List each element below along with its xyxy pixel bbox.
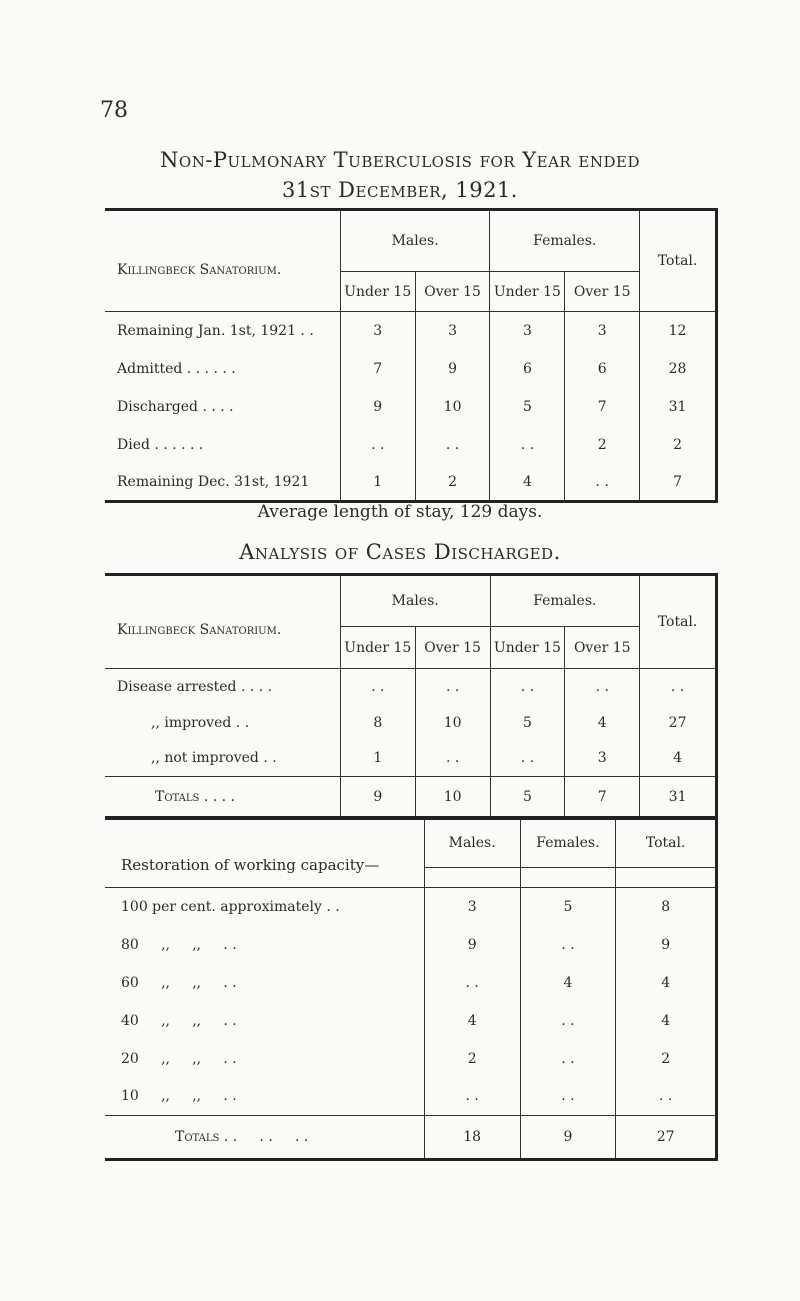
page-number: 78 bbox=[100, 98, 128, 123]
table-row bbox=[105, 964, 717, 1002]
cell: 10 bbox=[415, 705, 490, 741]
cell: 3 bbox=[565, 312, 640, 350]
cell: 2 bbox=[640, 426, 717, 464]
females-header: Females. bbox=[490, 210, 640, 272]
row-label: Remaining Jan. 1st, 1921 . . bbox=[117, 322, 314, 339]
cell: 3 bbox=[424, 888, 520, 926]
cell: 9 bbox=[616, 926, 717, 964]
section-title: Analysis of Cases Discharged. bbox=[239, 540, 561, 564]
table-row bbox=[105, 464, 717, 502]
cell: 4 bbox=[520, 964, 616, 1002]
cell: . . bbox=[616, 1078, 717, 1116]
totals-row bbox=[105, 777, 717, 819]
table-row bbox=[105, 669, 717, 705]
cell: 5 bbox=[490, 777, 565, 819]
cell: . . bbox=[415, 426, 490, 464]
sub-header: Under 15 bbox=[340, 272, 415, 312]
sub-header: Over 15 bbox=[565, 627, 640, 669]
totals-label: Totals . . . . bbox=[105, 777, 340, 819]
row-label: Discharged . . . . bbox=[117, 398, 234, 415]
cell: 31 bbox=[640, 777, 717, 819]
cell: 2 bbox=[616, 1040, 717, 1078]
cell: 3 bbox=[415, 312, 490, 350]
table-row bbox=[105, 705, 717, 741]
cell: 27 bbox=[616, 1116, 717, 1160]
cell: . . bbox=[415, 669, 490, 705]
cell: 7 bbox=[640, 464, 717, 502]
cell: 7 bbox=[340, 350, 415, 388]
sub-header: Over 15 bbox=[565, 272, 640, 312]
cell: . . bbox=[520, 1002, 616, 1040]
restoration-table bbox=[105, 816, 718, 1161]
totals-row bbox=[105, 1116, 717, 1160]
row-label: Admitted . . . . . . bbox=[117, 360, 236, 377]
males-header: Males. bbox=[340, 575, 490, 627]
cell: . . bbox=[640, 669, 717, 705]
row-label: 40 ,, ,, . . bbox=[121, 1012, 237, 1029]
totals-label: Totals . . . . . . bbox=[105, 1116, 424, 1160]
total-header: Total. bbox=[616, 818, 717, 868]
cell: 9 bbox=[424, 926, 520, 964]
cell: . . bbox=[490, 669, 565, 705]
cell: 18 bbox=[424, 1116, 520, 1160]
cell: 27 bbox=[640, 705, 717, 741]
cell: . . bbox=[520, 1078, 616, 1116]
cell: 10 bbox=[415, 388, 490, 426]
cell: 3 bbox=[490, 312, 565, 350]
males-header: Males. bbox=[340, 210, 490, 272]
table-row bbox=[105, 350, 717, 388]
sub-header: Under 15 bbox=[340, 627, 415, 669]
table-row bbox=[105, 926, 717, 964]
table-row bbox=[105, 312, 717, 350]
cell: . . bbox=[520, 926, 616, 964]
table-row bbox=[105, 388, 717, 426]
females-header: Females. bbox=[490, 575, 640, 627]
table-row bbox=[105, 741, 717, 777]
cell: 4 bbox=[565, 705, 640, 741]
cell: 4 bbox=[616, 1002, 717, 1040]
cell: 2 bbox=[415, 464, 490, 502]
cell: 28 bbox=[640, 350, 717, 388]
table-row bbox=[105, 1002, 717, 1040]
page-title: Non-Pulmonary Tuberculosis for Year ended bbox=[160, 148, 640, 172]
cell: 4 bbox=[490, 464, 565, 502]
table-row bbox=[105, 426, 717, 464]
cell: . . bbox=[424, 964, 520, 1002]
cell: . . bbox=[424, 1078, 520, 1116]
sub-header: Under 15 bbox=[490, 272, 565, 312]
analysis-table bbox=[105, 573, 718, 820]
cell: . . bbox=[565, 464, 640, 502]
cell: 8 bbox=[616, 888, 717, 926]
cell: . . bbox=[490, 741, 565, 777]
table-row bbox=[105, 1040, 717, 1078]
row-label: Disease arrested . . . . bbox=[117, 678, 273, 695]
row-label: 10 ,, ,, . . bbox=[121, 1088, 237, 1105]
row-label: ,, not improved . . bbox=[151, 750, 277, 767]
total-header: Total. bbox=[640, 575, 717, 669]
cell: 7 bbox=[565, 388, 640, 426]
row-label: 80 ,, ,, . . bbox=[121, 936, 237, 953]
sub-header: Over 15 bbox=[415, 627, 490, 669]
discharge-summary-table bbox=[105, 208, 718, 503]
cell: 1 bbox=[340, 464, 415, 502]
cell: 7 bbox=[565, 777, 640, 819]
cell: 9 bbox=[415, 350, 490, 388]
sub-header: Under 15 bbox=[490, 627, 565, 669]
cell: 9 bbox=[520, 1116, 616, 1160]
average-stay-note: Average length of stay, 129 days. bbox=[257, 502, 543, 522]
row-label: Remaining Dec. 31st, 1921 bbox=[117, 473, 310, 490]
cell: 5 bbox=[490, 388, 565, 426]
cell: . . bbox=[490, 426, 565, 464]
row-label: 20 ,, ,, . . bbox=[121, 1050, 237, 1067]
cell: 3 bbox=[340, 312, 415, 350]
total-header: Total. bbox=[640, 210, 717, 312]
cell: 2 bbox=[565, 426, 640, 464]
cell: 6 bbox=[565, 350, 640, 388]
cell: . . bbox=[340, 426, 415, 464]
cell: 2 bbox=[424, 1040, 520, 1078]
cell: 5 bbox=[520, 888, 616, 926]
cell: . . bbox=[415, 741, 490, 777]
row-label: ,, improved . . bbox=[151, 714, 250, 731]
cell: 31 bbox=[640, 388, 717, 426]
sanatorium-header: Killingbeck Sanatorium. bbox=[105, 575, 340, 669]
cell: 5 bbox=[490, 705, 565, 741]
sanatorium-header: Killingbeck Sanatorium. bbox=[105, 210, 340, 312]
row-label: 60 ,, ,, . . bbox=[121, 974, 237, 991]
cell: 4 bbox=[616, 964, 717, 1002]
cell: . . bbox=[565, 669, 640, 705]
cell: 3 bbox=[565, 741, 640, 777]
cell: . . bbox=[520, 1040, 616, 1078]
restoration-header: Restoration of working capacity— bbox=[105, 818, 424, 888]
table-row bbox=[105, 888, 717, 926]
males-header: Males. bbox=[424, 818, 520, 868]
sub-header: Over 15 bbox=[415, 272, 490, 312]
cell: 4 bbox=[424, 1002, 520, 1040]
cell: 10 bbox=[415, 777, 490, 819]
cell: 9 bbox=[340, 388, 415, 426]
cell: 12 bbox=[640, 312, 717, 350]
row-label: 100 per cent. approximately . . bbox=[121, 898, 340, 915]
cell: 1 bbox=[340, 741, 415, 777]
females-header: Females. bbox=[520, 818, 616, 868]
cell: 6 bbox=[490, 350, 565, 388]
cell: 8 bbox=[340, 705, 415, 741]
cell: 4 bbox=[640, 741, 717, 777]
page-title-date: 31st December, 1921. bbox=[282, 178, 518, 202]
cell: . . bbox=[340, 669, 415, 705]
row-label: Died . . . . . . bbox=[117, 436, 204, 453]
table-row bbox=[105, 1078, 717, 1116]
cell: 9 bbox=[340, 777, 415, 819]
